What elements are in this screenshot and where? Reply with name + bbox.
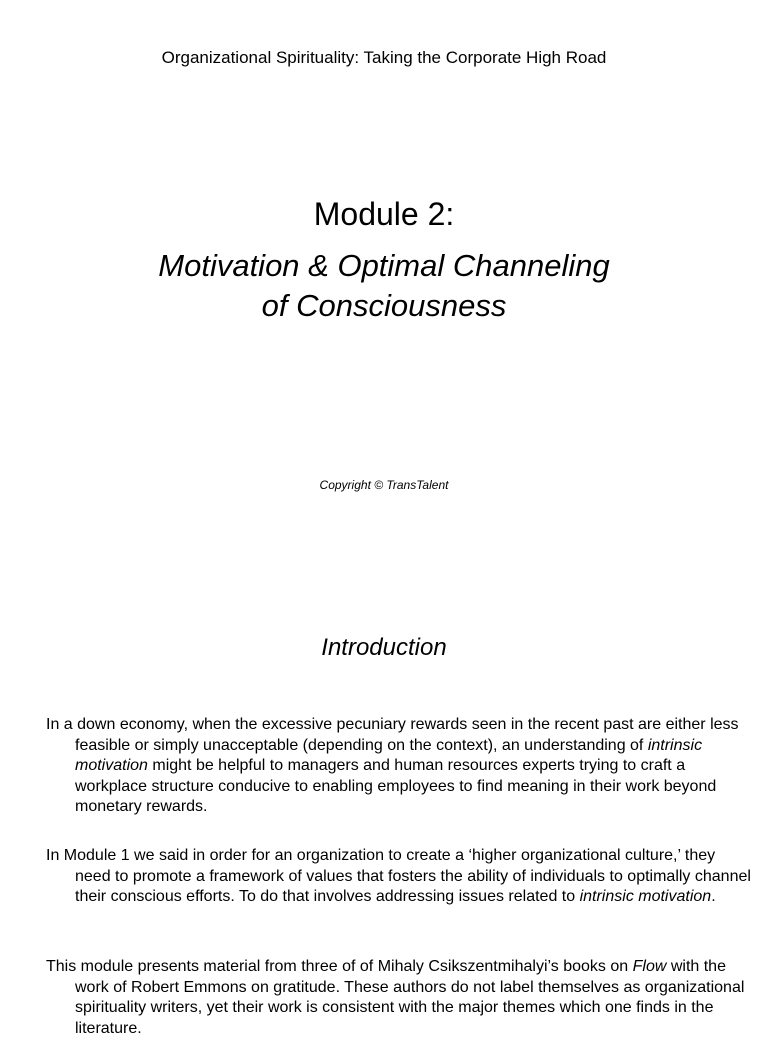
paragraph-1-emphasis: intrinsic motivation (75, 736, 703, 774)
paragraph-2-text-a: In Module 1 we said in order for an organization to create a ‘higher organizational culture,’ they need to promote a framework of values that fosters the ability of individuals to optimally channel their conscious efforts. To do that involves addressing issues related to (46, 847, 751, 905)
paragraph-3-emphasis: Flow (632, 958, 667, 975)
paragraph-2-emphasis: intrinsic motivation (579, 888, 712, 905)
paragraph-1-text-b: might be helpful to managers and human resources experts trying to craft a workplace structure conducive to enabling employees to find meaning in their work beyond monetary rewards. (75, 757, 717, 815)
paragraph-3 (46, 957, 755, 1039)
module-subtitle-line-2: of Consciousness (261, 288, 507, 323)
copyright-notice: Copyright © TransTalent (319, 478, 449, 492)
module-subtitle (0, 246, 768, 326)
module-title: Module 2: (313, 196, 455, 232)
paragraph-3-text-a: This module presents material from three of of Mihaly Csikszentmihalyi’s books on (46, 958, 633, 975)
module-subtitle-line-1: Motivation & Optimal Channeling (158, 248, 610, 283)
introduction-heading: Introduction (321, 634, 447, 661)
paragraph-1 (46, 715, 755, 818)
paragraph-2 (46, 846, 755, 908)
paragraph-1-text-a: In a down economy, when the excessive pecuniary rewards seen in the recent past are either less feasible or simply unacceptable (depending on the context), an understanding of (46, 716, 739, 754)
paragraph-2-text-b: . (711, 888, 716, 905)
paragraph-3-text-b: with the work of Robert Emmons on gratitude. These authors do not label themselves as organizational spirituality writers, yet their work is consistent with the major themes which one finds in the literature. (75, 958, 745, 1037)
document-header: Organizational Spirituality: Taking the Corporate High Road (161, 48, 607, 67)
